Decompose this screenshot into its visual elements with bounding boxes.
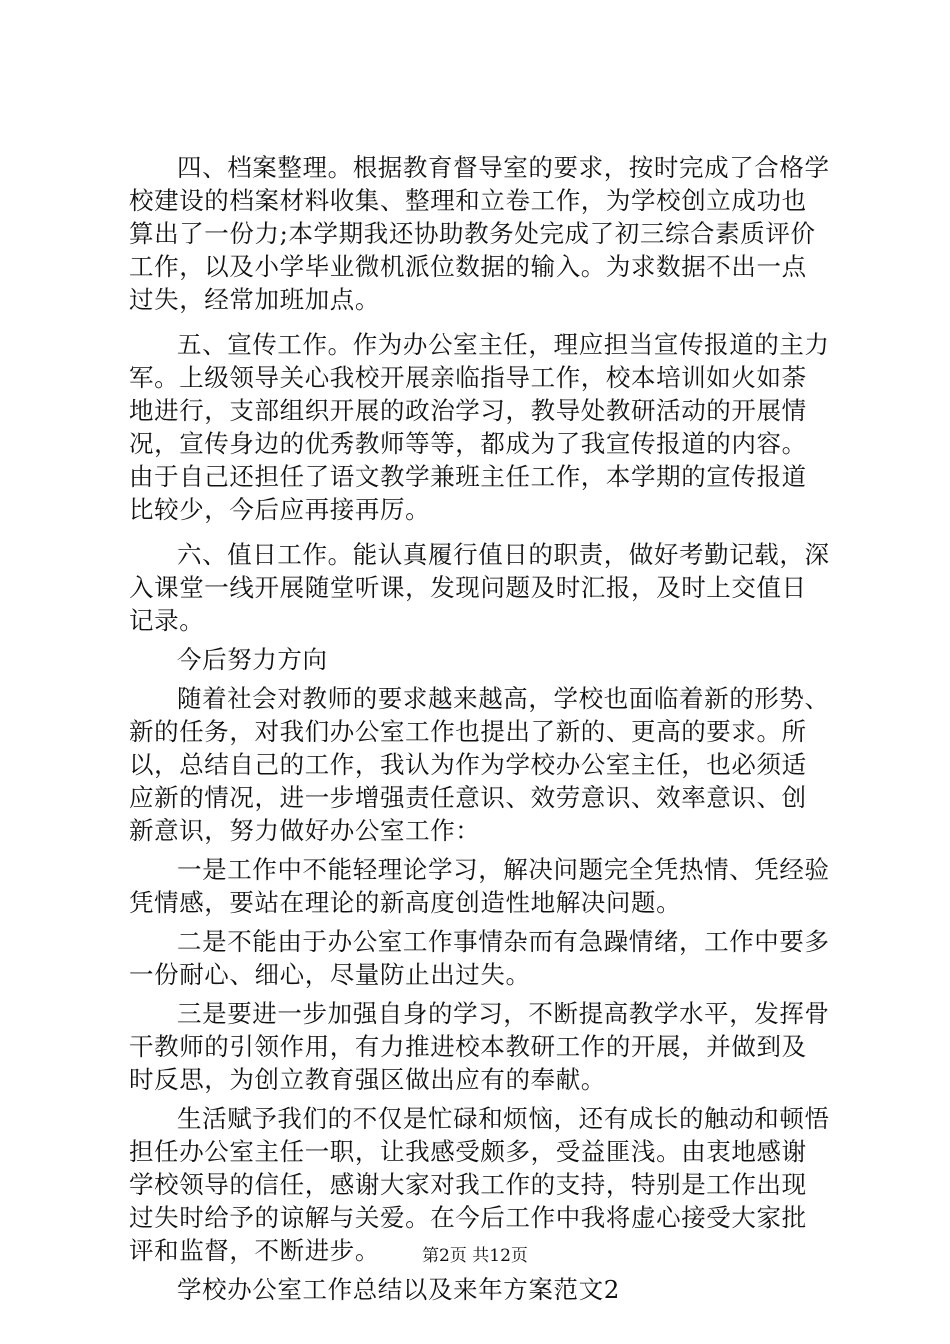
text-line: 时反思，为创立教育强区做出应有的奉献。: [129, 1065, 606, 1094]
text-line: 随着社会对教师的要求越来越高，学校也面临着新的形势、: [177, 684, 830, 713]
text-line: 凭情感，要站在理论的新高度创造性地解决问题。: [129, 888, 682, 917]
text-line: 以，总结自己的工作，我认为作为学校办公室主任，也必须适: [129, 750, 807, 779]
next-section-title: 学校办公室工作总结以及来年方案范文2: [177, 1275, 620, 1304]
text-line: 一份耐心、细心，尽量防止出过失。: [129, 960, 531, 989]
text-line: 算出了一份力;本学期我还协助教务处完成了初三综合素质评价: [129, 219, 816, 248]
text-line: 校建设的档案材料收集、整理和立卷工作，为学校创立成功也: [129, 186, 807, 215]
text-line: 一是工作中不能轻理论学习，解决问题完全凭热情、凭经验: [177, 855, 830, 884]
text-line: 比较少，今后应再接再厉。: [129, 495, 431, 524]
text-line: 入课堂一线开展随堂听课，发现问题及时汇报，及时上交值日: [129, 573, 807, 602]
text-line: 新的任务，对我们办公室工作也提出了新的、更高的要求。所: [129, 717, 807, 746]
page-number: 第2页 共12页: [422, 1246, 528, 1266]
text-line: 干教师的引领作用，有力推进校本教研工作的开展，并做到及: [129, 1032, 807, 1061]
text-line: 三是要进一步加强自身的学习，不断提高教学水平，发挥骨: [177, 999, 830, 1028]
text-line: 过失时给予的谅解与关爱。在今后工作中我将虚心接受大家批: [129, 1203, 807, 1232]
text-line: 学校领导的信任，感谢大家对我工作的支持，特别是工作出现: [129, 1170, 807, 1199]
text-line: 四、档案整理。根据教育督导室的要求，按时完成了合格学: [177, 153, 830, 182]
text-line: 生活赋予我们的不仅是忙碌和烦恼，还有成长的触动和顿悟: [177, 1104, 830, 1133]
section-heading: 今后努力方向: [177, 645, 328, 674]
text-line: 记录。: [129, 606, 205, 635]
text-line: 新意识，努力做好办公室工作：: [129, 816, 481, 845]
text-line: 工作，以及小学毕业微机派位数据的输入。为求数据不出一点: [129, 252, 807, 281]
text-line: 五、宣传工作。作为办公室主任，理应担当宣传报道的主力: [177, 330, 830, 359]
text-line: 评和监督，不断进步。: [129, 1236, 380, 1265]
text-line: 担任办公室主任一职，让我感受颇多，受益匪浅。由衷地感谢: [129, 1137, 807, 1166]
text-line: 过失，经常加班加点。: [129, 285, 380, 314]
text-line: 六、值日工作。能认真履行值日的职责，做好考勤记载，深: [177, 540, 830, 569]
text-line: 二是不能由于办公室工作事情杂而有急躁情绪，工作中要多: [177, 927, 830, 956]
text-line: 军。上级领导关心我校开展亲临指导工作，校本培训如火如荼: [129, 363, 807, 392]
text-line: 地进行，支部组织开展的政治学习，教导处教研活动的开展情: [129, 396, 807, 425]
text-line: 况，宣传身边的优秀教师等等，都成为了我宣传报道的内容。: [129, 429, 807, 458]
text-line: 应新的情况，进一步增强责任意识、效劳意识、效率意识、创: [129, 783, 807, 812]
text-line: 由于自己还担任了语文教学兼班主任工作，本学期的宣传报道: [129, 462, 807, 491]
